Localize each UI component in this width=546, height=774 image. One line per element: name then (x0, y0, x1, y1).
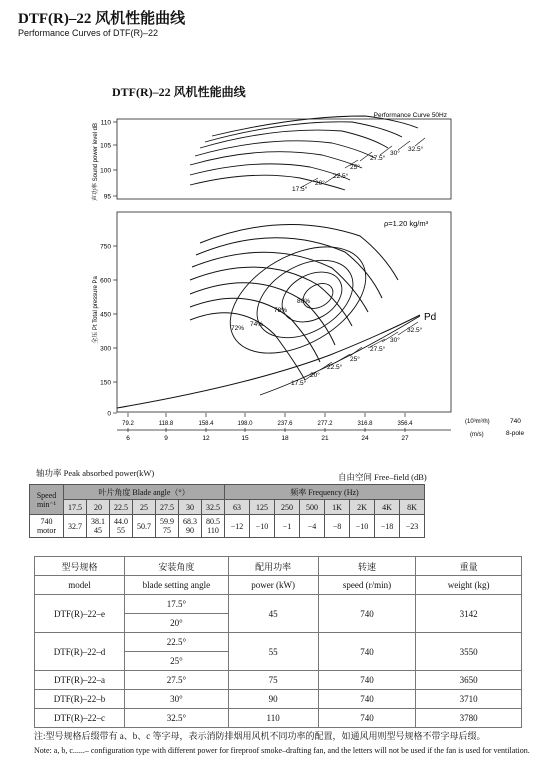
model-table (34, 556, 522, 728)
col-model-en: model (35, 576, 125, 595)
weight-cell: 3710 (416, 690, 522, 709)
svg-text:80%: 80% (297, 298, 311, 305)
table-row (35, 595, 522, 614)
x-flow-tick-label: 158.4 (198, 421, 214, 427)
svg-text:17.5°: 17.5° (291, 380, 307, 387)
upper-y-ticks (100, 120, 117, 201)
angle-cell: 25° (125, 652, 229, 671)
col-weight-en: weight (kg) (416, 576, 522, 595)
x-flow-tick-label: 118.8 (158, 421, 174, 427)
blade-angle-cell: 27.5 (156, 500, 179, 515)
x-vel-tick-label: 12 (202, 435, 210, 442)
col-power-en: power (kW) (228, 576, 318, 595)
lower-y-tick-label: 0 (107, 410, 111, 418)
blade-angle-cell: 22.5 (110, 500, 133, 515)
x-vel-unit: (m/s) (470, 432, 484, 438)
upper-y-tick-label: 100 (100, 167, 111, 175)
svg-text:32.5°: 32.5° (408, 146, 424, 153)
db-cell: −10 (250, 515, 275, 538)
lower-y-tick-label: 600 (100, 277, 111, 285)
x-flow-unit: (10³m³/h) (465, 419, 490, 425)
speed-cell: 740 (318, 709, 416, 728)
db-cell: −18 (375, 515, 400, 538)
power-cell: 68.3 90 (179, 515, 202, 538)
power-cell: 38.1 45 (87, 515, 110, 538)
poles-label: 8-pole (506, 430, 525, 437)
blade-angle-cell: 25 (133, 500, 156, 515)
page-subtitle: Performance Curves of DTF(R)–22 (18, 28, 159, 38)
weight-cell: 3780 (416, 709, 522, 728)
frequency-cell: 2K (350, 500, 375, 515)
speed-cell: 740 motor (30, 515, 64, 538)
power-cell: 32.7 (64, 515, 87, 538)
upper-curves (190, 116, 418, 190)
speed-cell: 740 (318, 633, 416, 671)
angle-cell: 27.5° (125, 671, 229, 690)
lower-y-tick-label: 450 (100, 311, 111, 319)
lower-angle-labels (291, 326, 423, 387)
lower-angle-leaders (305, 322, 418, 380)
x-axes (117, 413, 451, 442)
caption-free-field: 自由空间 Free–field (dB) (338, 472, 427, 482)
blade-angle-cell: 20 (87, 500, 110, 515)
lower-y-ticks (100, 244, 117, 418)
svg-text:27.5°: 27.5° (370, 346, 386, 353)
x-vel-tick-label: 24 (361, 435, 369, 442)
notes (34, 729, 539, 757)
density-label: ρ=1.20 kg/m³ (384, 219, 429, 228)
upper-y-tick-label: 105 (100, 142, 111, 150)
lower-y-tick-label: 300 (100, 345, 111, 353)
svg-text:25°: 25° (350, 164, 360, 171)
angle-cell: 20° (125, 614, 229, 633)
power-cell: 75 (228, 671, 318, 690)
curve-label: Performance Curve 50Hz (373, 112, 447, 119)
svg-text:27.5°: 27.5° (370, 155, 386, 162)
blade-angle-cell: 17.5 (64, 500, 87, 515)
power-cell: 59.9 75 (156, 515, 179, 538)
speed-header: Speed min⁻¹ (30, 485, 64, 515)
db-cell: −23 (400, 515, 425, 538)
frequency-cell: 1K (325, 500, 350, 515)
x-flow-tick-label: 237.6 (277, 421, 293, 427)
frequency-cell: 63 (225, 500, 250, 515)
blade-angle-cell: 32.5 (202, 500, 225, 515)
figure-title: DTF(R)–22 风机性能曲线 (112, 85, 246, 99)
x-vel-tick-label: 18 (281, 435, 289, 442)
table-row (35, 709, 522, 728)
svg-text:17.5°: 17.5° (292, 186, 308, 193)
lower-ylabel: 全压 Pt Total pressure Pa (93, 276, 99, 344)
upper-ylabel: 声功率 Sound power level dB (93, 122, 99, 202)
x-flow-tick-label: 277.2 (317, 421, 333, 427)
frequency-cell: 250 (275, 500, 300, 515)
caption-power: 轴功率 Peak absorbed power(kW) (36, 468, 155, 478)
pd-label: Pd (424, 312, 437, 323)
note-en: Note: a, b, c......– configuration type with different power for fireproof smoke–drafting fan, and the letters will not be used if the fan is used for ventilation. (34, 746, 530, 755)
table-row (35, 671, 522, 690)
svg-text:20°: 20° (315, 180, 325, 187)
power-cell: 90 (228, 690, 318, 709)
svg-text:30°: 30° (390, 150, 400, 157)
weight-cell: 3142 (416, 595, 522, 633)
dynamic-pressure-curve (260, 316, 420, 395)
note-cn: 注:型号规格后缀带有 a、b、c 等字母，表示消防排烟用风机不同功率的配置，如通风用则型号规格不带字母后缀。 (34, 731, 486, 741)
table-row (35, 633, 522, 652)
model-cell: DTF(R)–22–e (35, 595, 125, 633)
svg-text:20°: 20° (310, 372, 320, 379)
weight-cell: 3650 (416, 671, 522, 690)
power-cell: 45 (228, 595, 318, 633)
col-angle-en: blade setting angle (125, 576, 229, 595)
x-vel-tick-label: 9 (164, 435, 168, 442)
pressure-curves (190, 225, 398, 380)
col-weight-cn: 重量 (416, 557, 522, 576)
model-cell: DTF(R)–22–b (35, 690, 125, 709)
db-cell: −4 (300, 515, 325, 538)
x-flow-tick-label: 198.0 (237, 421, 253, 427)
col-speed-cn: 转速 (318, 557, 416, 576)
svg-text:30°: 30° (390, 337, 400, 344)
svg-text:78%: 78% (274, 307, 288, 314)
speed-cell: 740 (318, 671, 416, 690)
db-cell: −10 (350, 515, 375, 538)
lower-y-tick-label: 150 (100, 379, 111, 387)
svg-text:22.5°: 22.5° (327, 364, 343, 371)
speed-cell: 740 (318, 595, 416, 633)
x-flow-tick-label: 316.8 (357, 421, 373, 427)
power-cell: 110 (228, 709, 318, 728)
frequency-cell: 125 (250, 500, 275, 515)
table-row (35, 690, 522, 709)
rpm-label: 740 (510, 418, 521, 425)
power-cell: 55 (228, 633, 318, 671)
upper-y-tick-label: 95 (103, 193, 111, 201)
model-cell: DTF(R)–22–a (35, 671, 125, 690)
angle-cell: 32.5° (125, 709, 229, 728)
blade-angle-cell: 30 (179, 500, 202, 515)
svg-text:72%: 72% (231, 325, 245, 332)
x-flow-tick-label: 356.4 (397, 421, 413, 427)
col-angle-cn: 安装角度 (125, 557, 229, 576)
svg-text:32.5°: 32.5° (407, 327, 423, 334)
x-flow-tick-label: 79.2 (122, 421, 134, 427)
upper-y-tick-label: 110 (100, 119, 111, 127)
model-cell: DTF(R)–22–d (35, 633, 125, 671)
power-cell: 44.0 55 (110, 515, 133, 538)
x-vel-tick-label: 15 (241, 435, 249, 442)
upper-panel-frame (117, 119, 451, 199)
frequency-cell: 500 (300, 500, 325, 515)
x-vel-tick-label: 21 (321, 435, 329, 442)
model-cell: DTF(R)–22–c (35, 709, 125, 728)
angle-cell: 22.5° (125, 633, 229, 652)
upper-angle-labels (292, 145, 424, 193)
angle-cell: 30° (125, 690, 229, 709)
lower-y-tick-label: 750 (100, 243, 111, 251)
col-power-cn: 配用功率 (228, 557, 318, 576)
col-model-cn: 型号规格 (35, 557, 125, 576)
speed-cell: 740 (318, 690, 416, 709)
angle-cell: 17.5° (125, 595, 229, 614)
svg-text:22.5°: 22.5° (333, 173, 349, 180)
svg-text:25°: 25° (350, 356, 360, 363)
db-cell: −8 (325, 515, 350, 538)
x-vel-tick-label: 6 (126, 435, 130, 442)
svg-text:74%: 74% (250, 321, 264, 328)
blade-header: 叶片角度 Blade angle（°） (64, 485, 225, 500)
page-title: DTF(R)–22 风机性能曲线 (18, 11, 186, 27)
db-cell: −12 (225, 515, 250, 538)
power-cell: 80.5 110 (202, 515, 225, 538)
db-cell: −1 (275, 515, 300, 538)
col-speed-en: speed (r/min) (318, 576, 416, 595)
power-table (29, 484, 425, 538)
frequency-cell: 4K (375, 500, 400, 515)
frequency-cell: 8K (400, 500, 425, 515)
weight-cell: 3550 (416, 633, 522, 671)
x-vel-tick-label: 27 (401, 435, 409, 442)
freq-header: 频率 Frequency (Hz) (225, 485, 425, 500)
power-cell: 50.7 (133, 515, 156, 538)
